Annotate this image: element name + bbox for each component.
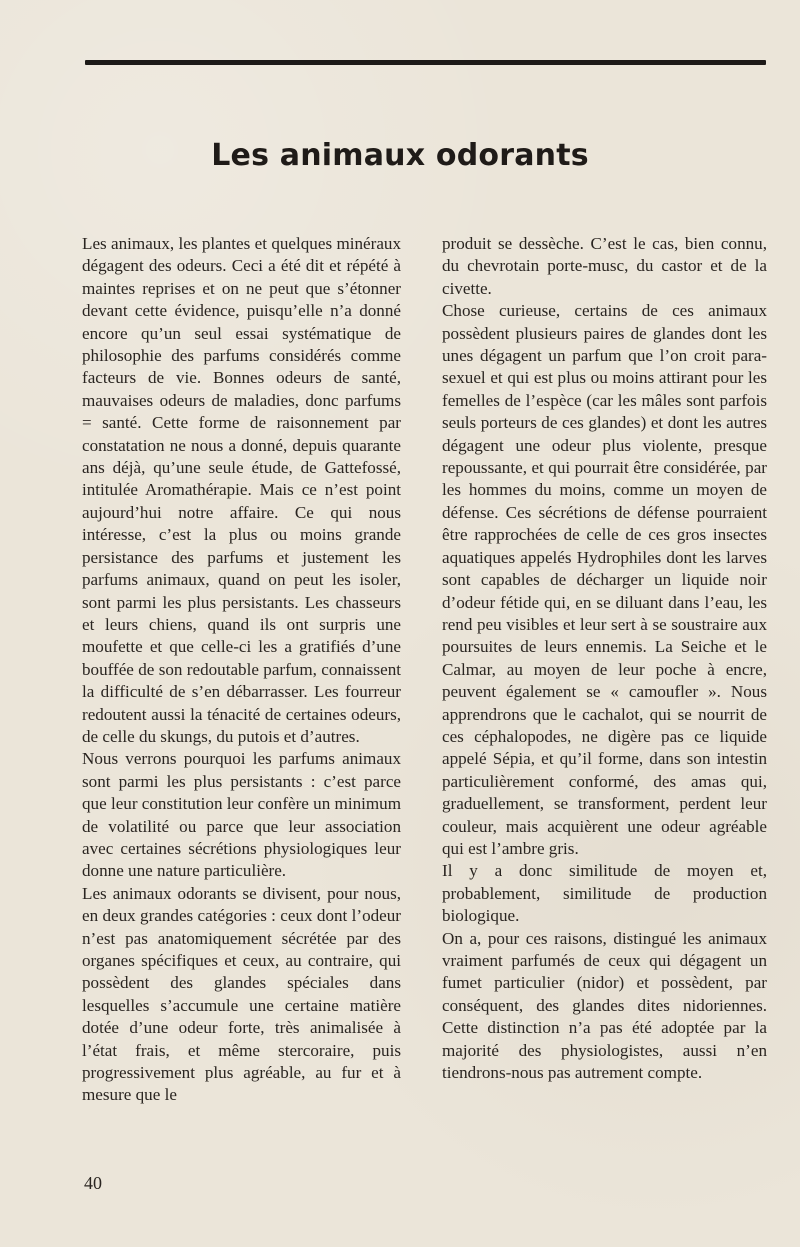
article-title: Les animaux odorants [211, 138, 589, 173]
right-paragraph-4: On a, pour ces raisons, distingué les animaux vraiment parfumés de ceux qui dégagent un fumet particulier (nidor) et possèdent, par conséquent, des glandes dites nidoriennes. Cette distinction n’a pas été adoptée par la majorité des physiologistes, aussi n’en tiendrons-nous pas autrement compte. [442, 928, 767, 1083]
top-horizontal-rule [85, 60, 766, 65]
right-paragraph-3: Il y a donc similitude de moyen et, probablement, similitude de production biologique. [442, 861, 767, 926]
right-paragraph-1: produit se dessèche. C’est le cas, bien connu, du chevrotain porte-musc, du castor et de la civette. [442, 234, 767, 298]
page-number: 40 [84, 1173, 102, 1193]
left-text-column [82, 233, 401, 1107]
right-paragraph-2: Chose curieuse, certains de ces animaux possèdent plusieurs paires de glandes dont les unes dégagent un parfum que l’on croit para-sexuel et qui est plus ou moins attirant pour les femelles de l’espèce (car les mâles sont parfois seuls porteurs de ces glandes) et dont les autres dégagent une odeur plus violente, presque repoussante, et qui pourrait être considérée, par les hommes du moins, comme un moyen de défense. Ces sécrétions de défense pourraient être rapprochées de celle de ces gros insectes aquatiques appelés Hydrophiles dont les larves sont capables de décharger un liquide noir d’odeur fétide qui, en se diluant dans l’eau, les rend peu visibles et leur sert à se soustraire aux poursuites de leurs ennemis. La Seiche et le Calmar, au moyen de leur poche à encre, peuvent également se « camoufler ». Nous apprendrons que le cachalot, qui se nourrit de ces céphalopodes, ne digère pas ce liquide appelé Sépia, et qu’il forme, dans son intestin particulièrement conformé, des amas qui, graduellement, se transforment, perdent leur couleur, mais acquièrent une odeur agréable qui est l’ambre gris. [442, 301, 767, 858]
left-paragraph-3: Les animaux odorants se divisent, pour nous, en deux grandes catégories : ceux dont l’odeur n’est pas anatomiquement sécrétée par des organes spécifiques et ceux, au contraire, qui possèdent des glandes spéciales dans lesquelles s’accumule une certaine matière dotée d’une odeur forte, très animalisée à l’état frais, et même stercoraire, puis progressivement plus agréable, au fur et à mesure que le [82, 883, 401, 1105]
left-paragraph-1: Les animaux, les plantes et quelques minéraux dégagent des odeurs. Ceci a été dit et répété à maintes reprises et on ne peut que s’étonner devant cette évidence, puisqu’elle n’a donné encore qu’un seul essai systématique de philosophie des parfums considérés comme facteurs de vie. Bonnes odeurs de santé, mauvaises odeurs de maladies, donc parfums = santé. Cette forme de raisonnement par constatation ne nous a donné, depuis quarante ans déjà, qu’une seule étude, de Gattefossé, intitulée Aromathérapie. Mais ce n’est point aujourd’hui notre affaire. Ce qui nous intéresse, c’est la plus ou moins grande persistance des parfums et justement les parfums animaux, quand on peut les isoler, sont parmi les plus persistants. Les chasseurs et leurs chiens, quand ils ont surpris une moufette et que celle-ci les a gratifiés d’une bouffée de son redoutable parfum, connaissent la difficulté de s’en débarrasser. Les fourreur redoutent aussi la ténacité de certaines odeurs, de celle du skungs, du putois et d’autres. [82, 234, 401, 746]
right-text-column [442, 233, 767, 1084]
left-paragraph-2: Nous verrons pourquoi les parfums animaux sont parmi les plus persistants : c’est parce que leur constitution leur confère un minimum de volatilité ou parce que leur association avec certaines sécrétions physiologiques leur donne une nature particulière. [82, 749, 402, 881]
